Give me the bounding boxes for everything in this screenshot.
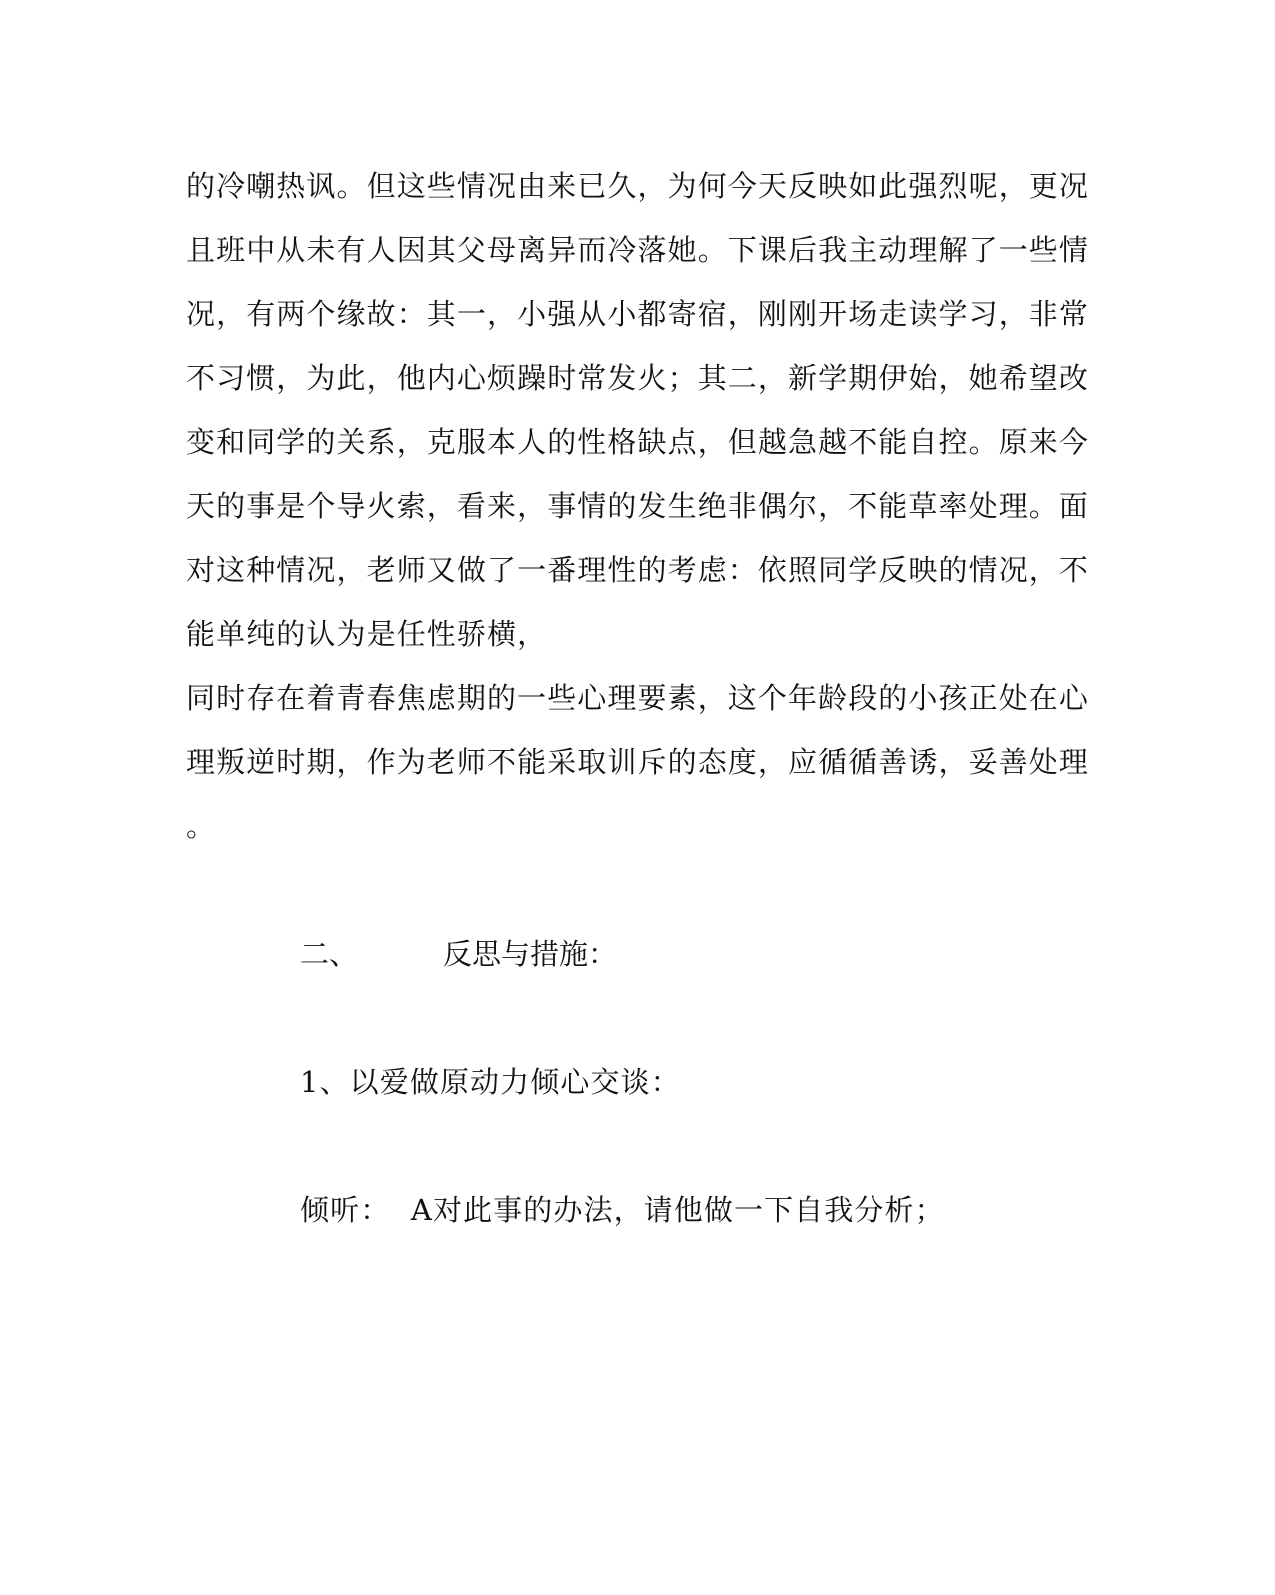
paragraph-line: 理叛逆时期，作为老师不能采取训斥的态度，应循循善诱，妥善处理: [186, 745, 1090, 779]
section-number: 二、: [300, 937, 359, 971]
paragraph-line: 不习惯，为此，他内心烦躁时常发火；其二，新学期伊始，她希望改: [186, 361, 1090, 395]
section-title: 反思与措施：: [443, 937, 618, 971]
paragraph-line: 况，有两个缘故：其一，小强从小都寄宿，刚刚开场走读学习，非常: [186, 297, 1090, 331]
paragraph-line: 且班中从未有人因其父母离异而冷落她。下课后我主动理解了一些情: [186, 233, 1090, 267]
paragraph-line: 能单纯的认为是任性骄横，: [186, 617, 548, 651]
paragraph-line: 天的事是个导火索，看来，事情的发生绝非偶尔，不能草率处理。面: [186, 489, 1090, 523]
paragraph-line: 。: [186, 809, 217, 843]
list-item: 倾听： A对此事的办法，请他做一下自我分析；: [300, 1193, 945, 1227]
paragraph-line: 对这种情况，老师又做了一番理性的考虑：依照同学反映的情况，不: [186, 553, 1090, 587]
paragraph-line: 的冷嘲热讽。但这些情况由来已久，为何今天反映如此强烈呢，更况: [186, 169, 1090, 203]
paragraph-line: 同时存在着青春焦虑期的一些心理要素，这个年龄段的小孩正处在心: [186, 681, 1090, 715]
list-item: 1、以爱做原动力倾心交谈：: [300, 1065, 681, 1099]
paragraph-line: 变和同学的关系，克服本人的性格缺点，但越急越不能自控。原来今: [186, 425, 1090, 459]
